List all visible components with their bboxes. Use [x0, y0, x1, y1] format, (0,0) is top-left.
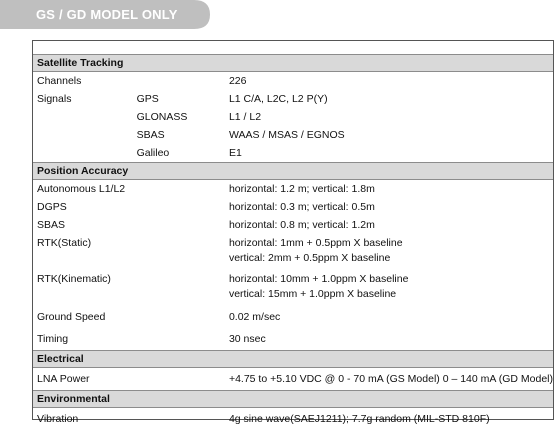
spec-value: [225, 270, 553, 306]
spec-value: 226: [228, 75, 247, 87]
section-header-electrical: [33, 351, 553, 368]
spec-label: LNA Power: [37, 373, 90, 385]
spec-sublabel: Galileo: [136, 147, 170, 159]
spec-sublabel: GLONASS: [136, 111, 188, 123]
section-header-satellite: [33, 55, 553, 72]
spec-value: E1: [228, 147, 242, 159]
spec-label: Vibration: [37, 413, 79, 425]
model-tab-title: GS / GD MODEL ONLY: [36, 7, 178, 22]
spec-row-rtk-static: [33, 234, 553, 270]
spec-row-signals-sbas: [33, 126, 553, 144]
spec-sublabel: SBAS: [136, 129, 165, 141]
spec-row-ground-speed: [33, 306, 553, 328]
spec-label: RTK(Kinematic): [37, 273, 111, 285]
spec-value: 30 nsec: [228, 333, 266, 345]
spec-row-autonomous: [33, 180, 553, 199]
spec-value: horizontal: 1.2 m; vertical: 1.8m: [228, 183, 375, 195]
spec-label: [33, 144, 133, 163]
spec-label: Ground Speed: [37, 311, 106, 323]
spec-value-line: horizontal: 10mm + 1.0ppm X baseline: [228, 273, 409, 285]
spec-value-line: vertical: 2mm + 0.5ppm X baseline: [228, 252, 391, 264]
spec-value-line: vertical: 15mm + 1.0ppm X baseline: [228, 288, 397, 300]
spec-value: horizontal: 0.3 m; vertical: 0.5m: [228, 201, 375, 213]
spec-label: Signals: [37, 93, 72, 105]
spec-row-sbas-accuracy: [33, 216, 553, 234]
section-title: Electrical: [33, 351, 553, 368]
spec-value: 4g sine wave(SAEJ1211); 7.7g random (MIL-STD 810F): [228, 413, 490, 425]
spec-label: Autonomous L1/L2: [37, 183, 126, 195]
spec-label: SBAS: [37, 219, 66, 231]
spec-row-rtk-kinematic: [33, 270, 553, 306]
spec-row-timing: [33, 328, 553, 351]
spec-label: Timing: [37, 333, 69, 345]
spec-row-vibration: [33, 408, 553, 425]
spec-label: RTK(Static): [37, 237, 92, 249]
spec-table: [33, 54, 553, 425]
spec-value: L1 C/A, L2C, L2 P(Y): [228, 93, 328, 105]
spec-row-lna-power: [33, 368, 553, 391]
spec-row-signals-galileo: [33, 144, 553, 163]
spec-value: +4.75 to +5.10 VDC @ 0 - 70 mA (GS Model) 0 – 140 mA (GD Model): [228, 373, 553, 385]
spec-label: [33, 126, 133, 144]
section-title: Position Accuracy: [33, 163, 553, 180]
section-header-position: [33, 163, 553, 180]
spec-value: L1 / L2: [228, 111, 262, 123]
section-title: Environmental: [33, 391, 553, 408]
spec-value: [225, 234, 553, 270]
spec-row-signals-glonass: [33, 108, 553, 126]
spec-value: horizontal: 0.8 m; vertical: 1.2m: [228, 219, 375, 231]
spec-value-line: horizontal: 1mm + 0.5ppm X baseline: [228, 237, 403, 249]
spec-value: 0.02 m/sec: [228, 311, 281, 323]
spec-value: WAAS / MSAS / EGNOS: [228, 129, 345, 141]
spec-sublabel: [133, 72, 225, 91]
spec-row-dgps: [33, 198, 553, 216]
spec-sublabel: GPS: [136, 93, 159, 105]
section-header-environmental: [33, 391, 553, 408]
spec-row-channels: [33, 72, 553, 91]
spec-label: DGPS: [37, 201, 67, 213]
spec-label: Channels: [37, 75, 82, 87]
spec-label: [33, 108, 133, 126]
spec-row-signals-gps: [33, 90, 553, 108]
section-title: Satellite Tracking: [33, 55, 553, 72]
